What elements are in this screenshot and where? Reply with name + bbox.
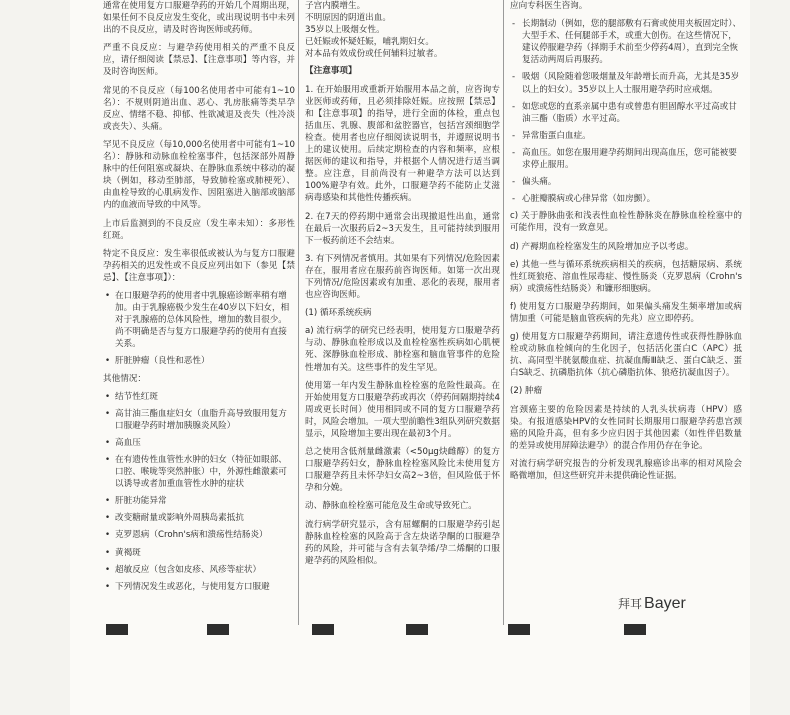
list-item: - 如您或您的直系亲属中患有或曾患有胆固醇水平过高或甘油三酯（脂质）水平过高。 [510,101,742,125]
list-item: - 心脏瓣膜病或心律异常（如房颤）。 [510,193,742,205]
list-item: • 高甘油三酯血症妇女（血脂升高导致服用复方口服避孕药时增加胰腺炎风险） [103,408,295,432]
list-item: • 在有遗传性血管性水肿的妇女（特征如眼部、口腔、喉咙等突然肿胀）中，外源性雌激素可以诱导或者加重血管性水肿的症状 [103,454,295,490]
paragraph-circulatory-b: 使用第一年内发生静脉血栓栓塞的危险性最高。在开始使用复方口服避孕药或再次（停药间隔期持续4周或更长时间）使用相同或不同的复方口服避孕药时，风险会增加。一项大型前瞻性3组队列研究数据显示，风险增加主要出现在最初3个月。 [305,380,500,439]
sub-heading-tumor: (2) 肿瘤 [510,386,543,397]
paragraph-serious-reactions: 严重不良反应：与避孕药使用相关的严重不良反应，请仔细阅读【禁忌】、【注意事项】等内容，并及时咨询医师。 [103,43,295,78]
paragraph-e: e) 其他一些与循环系统疾病相关的疾病，包括糖尿病、系统性红斑狼疮、溶血性尿毒症、慢性肠炎（克罗恩病（Crohn's病）或溃疡性结肠炎）和镰形细胞病。 [510,259,742,294]
paragraph-circulatory-d: 动、静脉血栓栓塞可能危及生命或导致死亡。 [305,501,477,512]
list-item: - 吸烟（风险随着您吸烟量及年龄增长而升高，尤其是35岁以上的妇女）。35岁以上人士服用避孕药时应戒烟。 [510,71,742,95]
print-registration-mark [406,624,428,635]
list-item: - 高血压。如您在服用避孕药期间出现高血压，您可能被要求停止服用。 [510,147,742,171]
paragraph-common-reactions: 常见的不良反应（每100名使用者中可能有1~10名）：不规则阴道出血、恶心、乳房胀痛等类早孕反应、情绪不稳、抑郁、性欲减退及丧失（性冷淡或丧失）、头痛。 [103,85,295,132]
print-registration-mark [106,624,128,635]
paragraph-g: g) 使用复方口服避孕药期间，请注意遗传性或获得性静脉血栓或动脉血栓倾向的生化因子，包括活化蛋白C（APC）抵抗、高同型半胱氨酸血症、抗凝血酶Ⅲ缺乏、蛋白C缺乏、蛋白S缺乏、抗磷脂抗体（抗心磷脂抗体、狼疮抗凝血因子）。 [510,332,742,379]
bullet-list [103,391,295,593]
list-item: 对本品有效成份或任何辅料过敏者。 [305,49,443,60]
brand-name-english: Bayer [644,595,686,612]
list-item: • 下列情况发生或恶化，与使用复方口服避 [103,581,295,593]
paragraph-d: d) 产褥期血栓栓塞发生的风险增加应予以考虑。 [510,241,694,252]
label-other-conditions: 其他情况： [103,373,146,384]
paragraph-specific-reactions: 特定不良反应：发生率很低或被认为与复方口服避孕药相关的迟发性或不良反应列出如下（参见【禁忌】、【注意事项】）： [103,248,295,283]
paragraph-f: f) 使用复方口服避孕药期间，如果偏头痛发生频率增加或病情加重（可能是脑血管疾病的先兆）应立即停药。 [510,301,742,324]
column-divider [503,0,504,625]
paragraph-precaution-1: 1. 在开始服用或重新开始服用本品之前，应咨询专业医师或药师，且必须排除妊娠。应按照【禁忌】和【注意事项】的指导，进行全面的体检，重点包括血压、乳腺、腹部和盆腔器官，包括宫颈细胞学检查。使用者也应仔细阅读说明书，并遵照说明书上的建议使用。后续定期检查的内容和频率，应根据医师的建议和指导，并根据个人情况进行适当调整。应注意，目前尚没有一种避孕方法可以达到100%避孕有效。此外，口服避孕药不能防止艾滋病毒感染和其他性传播疾病。 [305,84,500,204]
list-item: 35岁以上吸烟女性。 [305,25,385,36]
list-item: • 结节性红斑 [103,391,295,403]
paragraph-tumor: 宫颈癌主要的危险因素是持续的人乳头状病毒（HPV）感染。有报道感染HPV的女性同时长期服用口服避孕药患宫颈癌的风险升高，但有多少应归因于其他因素（如性伴侣数量的差异或使用屏障法避孕）的混合作用仍存在争论。 [510,404,742,451]
paragraph-c: c) 关于静脉曲张和浅表性血栓性静脉炎在静脉血栓栓塞中的可能作用，没有一致意见。 [510,211,742,234]
print-registration-mark [207,624,229,635]
list-item: • 超敏反应（包含如皮疹、风疹等症状） [103,564,295,576]
bayer-logo [618,595,686,613]
brand-name-chinese: 拜耳 [618,597,643,611]
column-divider [298,0,299,625]
paragraph-intro: 通常在使用复方口服避孕药的开始几个周期出现，如果任何不良反应发生变化，或出现说明书中未列出的不良反应，请及时咨询医师或药师。 [103,1,295,36]
section-heading-precautions: 【注意事项】 [305,66,357,77]
paragraph-circulatory-e: 流行病学研究显示，含有屈螺酮的口服避孕药引起静脉血栓栓塞的风险高于含左炔诺孕酮的口服避孕药的风险，并可能与含有去氧孕烯/孕二烯酮的口服避孕药的风险相似。 [305,519,500,566]
paragraph-breast-cancer: 对流行病学研究报告的分析发现乳腺癌诊出率的相对风险会略微增加，但这些研究并未提供确论性证据。 [510,458,742,481]
list-item: • 在口服避孕药的使用者中乳腺癌诊断率稍有增加。由于乳腺癌极少发生在40岁以下妇女，相对于乳腺癌的总体风险性，增加的数目很少。尚不明确是否与复方口服避孕药的使用有直接关系。 [103,290,295,350]
column-middle [305,0,500,573]
column-right [510,0,742,488]
list-item: • 高血压 [103,437,295,449]
paragraph-circulatory-c: 总之使用含低剂量雌激素（<50μg炔雌醇）的复方口服避孕药妇女，静脉血栓栓塞风险比未使用复方口服避孕药且未怀孕妇女高2~3倍，但风险低于怀孕和分娩。 [305,447,500,494]
bullet-list [103,290,295,368]
print-registration-mark [312,624,334,635]
print-registration-mark [508,624,530,635]
list-item: - 偏头痛。 [510,176,742,188]
list-item: 不明原因的阴道出血。 [305,13,391,24]
paragraph-precaution-2: 2. 在7天的停药期中通常会出现撤退性出血，通常在最后一次服药后2~3天发生，且可能持续到服用下一板药前还不会结束。 [305,211,500,246]
paragraph-rare-reactions: 罕见不良反应（每10,000名使用者中可能有1~10名）：静脉和动脉血栓栓塞事件，包括深部外周静脉中的任何阻塞或凝块、在静脉血系统中移动的凝块（例如，移动至肺部，导致肺栓塞或肺梗死）、由血栓导致的心肌病发作、因阻塞进入脑部或脑部内的血液而导致的中风等。 [103,139,295,211]
list-item: • 肝脏功能异常 [103,495,295,507]
list-item: • 肝脏肿瘤（良性和恶性） [103,355,295,367]
risk-factor-list [510,18,742,205]
paragraph-consult: 应向专科医生咨询。 [510,1,588,11]
list-item: • 改变糖耐量或影响外周胰岛素抵抗 [103,512,295,524]
list-item: 已妊娠或怀疑妊娠，哺乳期妇女。 [305,37,434,48]
column-left [103,0,295,598]
list-item: - 长期制动（例如，您的腿部敷有石膏或使用夹板固定时）、大型手术、任何腿部手术，或重大创伤。在这些情况下，建议停服避孕药（择期手术前至少停药4周），直到完全恢复活动两周后再服药。 [510,18,742,66]
sub-heading-circulatory: (1) 循环系统疾病 [305,308,372,319]
paragraph-circulatory-a: a) 流行病学的研究已经表明，使用复方口服避孕药与动、静脉血栓形成以及血栓栓塞性疾病如心肌梗死、深静脉血栓形成、肺栓塞和脑血管事件的危险性增加有关。这些事件的发生罕见。 [305,326,500,373]
contraindication-tail [305,0,500,60]
list-item: - 异常脂蛋白血症。 [510,130,742,142]
paragraph-precaution-3: 3. 有下列情况者慎用。其如果有下列情况/危险因素存在，服用者应在服药前咨询医师。如第一次出现下列情况/危险因素或有加重、恶化的表现，服用者也应咨询医师。 [305,253,500,301]
list-item: • 黄褐斑 [103,547,295,559]
print-registration-mark [624,624,646,635]
list-item: 子宫内膜增生。 [305,1,366,11]
paragraph-postmarket: 上市后监测到的不良反应（发生率未知）：多形性红斑。 [103,218,295,241]
list-item: • 克罗恩病（Crohn's病和溃疡性结肠炎） [103,529,295,541]
